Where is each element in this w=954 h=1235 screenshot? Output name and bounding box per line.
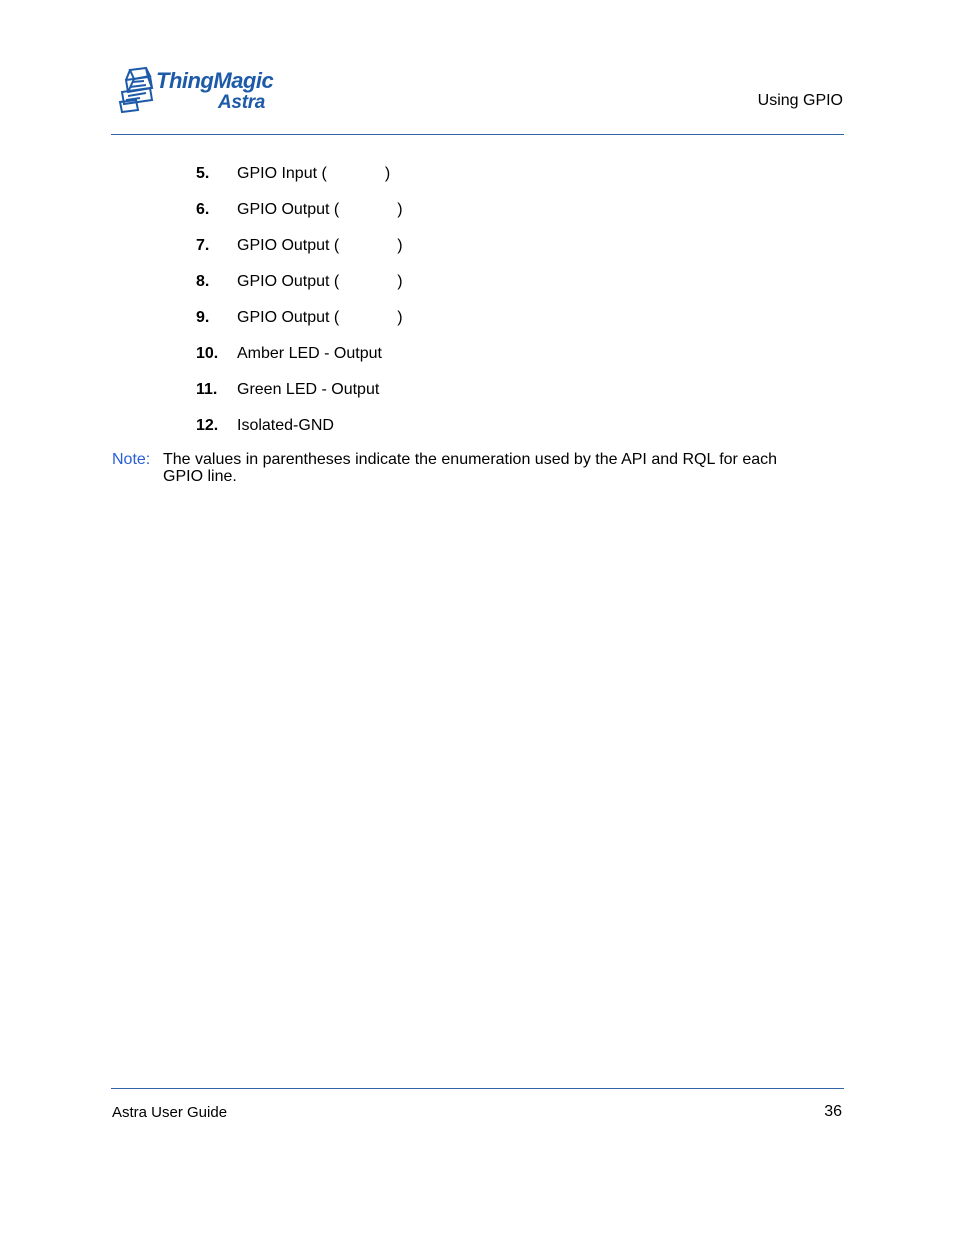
list-item-label: GPIO Output ( [237,273,340,290]
list-item-text [237,308,403,328]
footer-document-title: Astra User Guide [112,1104,228,1121]
list-item-text [237,272,403,292]
list-item-text: Amber LED - Output [237,345,382,362]
footer-rule [111,1088,844,1089]
list-item-label: GPIO Output ( [237,309,340,326]
list-item-close-paren: ) [397,237,403,254]
list-item-label: GPIO Input ( [237,165,327,182]
note-line: GPIO line. [163,468,237,485]
list-item-text: Green LED - Output [237,381,380,398]
list-item-number: 7. [196,237,210,254]
note-body [163,451,843,485]
list-item-number: 9. [196,309,210,326]
list-item-label: GPIO Output ( [237,237,340,254]
logo-brand-text: ThingMagic [156,68,274,93]
list-item-text: Isolated-GND [237,417,334,434]
list-item-number: 11. [196,381,218,398]
list-item-close-paren: ) [397,201,403,218]
list-item-number: 8. [196,273,210,290]
thingmagic-logo-icon [116,66,158,114]
list-item-text [237,236,403,256]
list-item-text [237,200,403,220]
list-item-number: 10. [196,345,219,362]
logo-product-text: Astra [218,92,266,113]
list-item-close-paren: ) [384,165,391,182]
list-item-label: GPIO Output ( [237,201,340,218]
header-rule [111,134,844,135]
list-item-close-paren: ) [397,273,403,290]
list-item-number: 12. [196,417,219,434]
note-label: Note: [112,451,151,468]
list-item-number: 5. [196,165,210,182]
list-item-text [237,164,390,184]
list-item-close-paren: ) [397,309,403,326]
footer-page-number: 36 [824,1103,842,1120]
running-head-section-title: Using GPIO [757,92,843,109]
list-item-number: 6. [196,201,210,218]
thingmagic-astra-logo [116,66,276,116]
note-line: The values in parentheses indicate the enumeration used by the API and RQL for each [163,451,778,468]
